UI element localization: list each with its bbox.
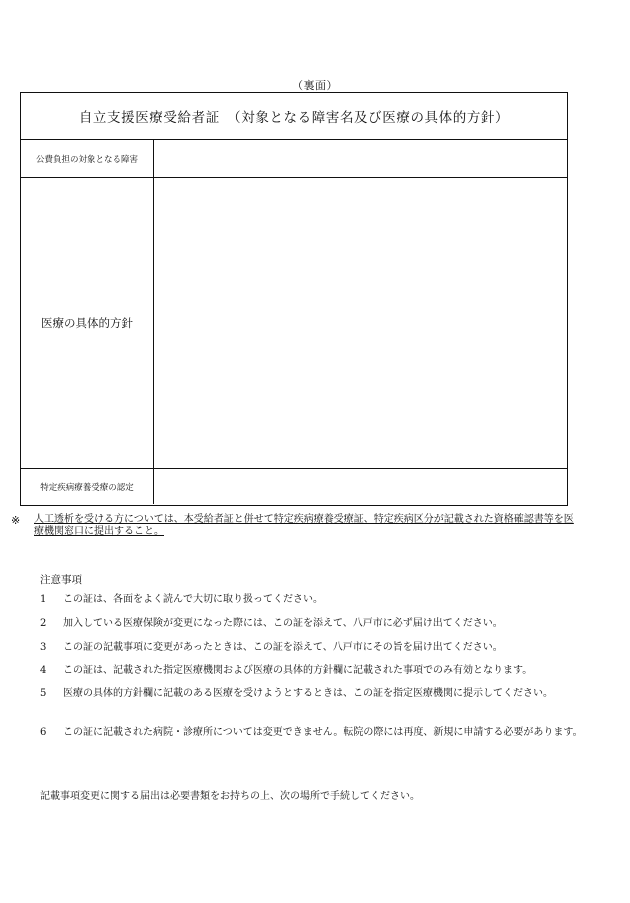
- change-notification-text: 記載事項変更に関する届出は必要書類をお持ちの上、次の場所で手続してください。: [40, 791, 420, 802]
- notice-text: 加入している医療保険が変更になった際には、この証を添えて、八戸市に必ず届け出てください。: [63, 618, 503, 629]
- notices-heading: 注意事項: [40, 574, 82, 586]
- notice-text: この証は、各面をよく読んで大切に取り扱ってください。: [63, 594, 323, 605]
- notice-text: 医療の具体的方針欄に記載のある医療を受けようとするときは、この証を指定医療機関に提示してください。: [63, 688, 553, 699]
- page-side-label: （裏面）: [292, 79, 338, 92]
- treatment-policy-value: [154, 178, 567, 468]
- notice-number: 5: [40, 688, 47, 699]
- row-specific-disease-certification: [21, 469, 567, 504]
- note-mark: ※: [11, 514, 21, 527]
- notice-text: この証は、記載された指定医療機関および医療の具体的方針欄に記載された事項でのみ有効となります。: [63, 665, 533, 676]
- specific-disease-certification-value: [154, 469, 567, 504]
- notice-text: この証に記載された病院・診療所については変更できません。転院の際には再度、新規に申請する必要があります。: [63, 727, 583, 738]
- notice-number: 4: [40, 665, 47, 676]
- treatment-policy-label: 医療の具体的方針: [21, 178, 154, 468]
- row-target-disability: [21, 140, 567, 178]
- notice-number: 3: [40, 642, 47, 653]
- certificate-title: 自立支援医療受給者証 （対象となる障害名及び医療の具体的方針）: [21, 93, 567, 140]
- notice-number: 6: [40, 727, 47, 738]
- notice-text: この証の記載事項に変更があったときは、この証を添えて、八戸市にその旨を届け出てください。: [63, 642, 503, 653]
- certificate-table: [20, 92, 568, 506]
- specific-disease-certification-label: 特定疾病療養受療の認定: [21, 469, 154, 504]
- row-treatment-policy: [21, 178, 567, 469]
- target-disability-label: 公費負担の対象となる障害: [21, 140, 154, 177]
- target-disability-value: [154, 140, 567, 177]
- dialysis-note: 人工透析を受ける方については、本受給者証と併せて特定疾病療養受療証、特定疾病区分が記載された資格確認書等を医療機関窓口に提出すること。: [34, 514, 574, 537]
- notice-number: 2: [40, 618, 47, 629]
- notice-number: 1: [40, 594, 47, 605]
